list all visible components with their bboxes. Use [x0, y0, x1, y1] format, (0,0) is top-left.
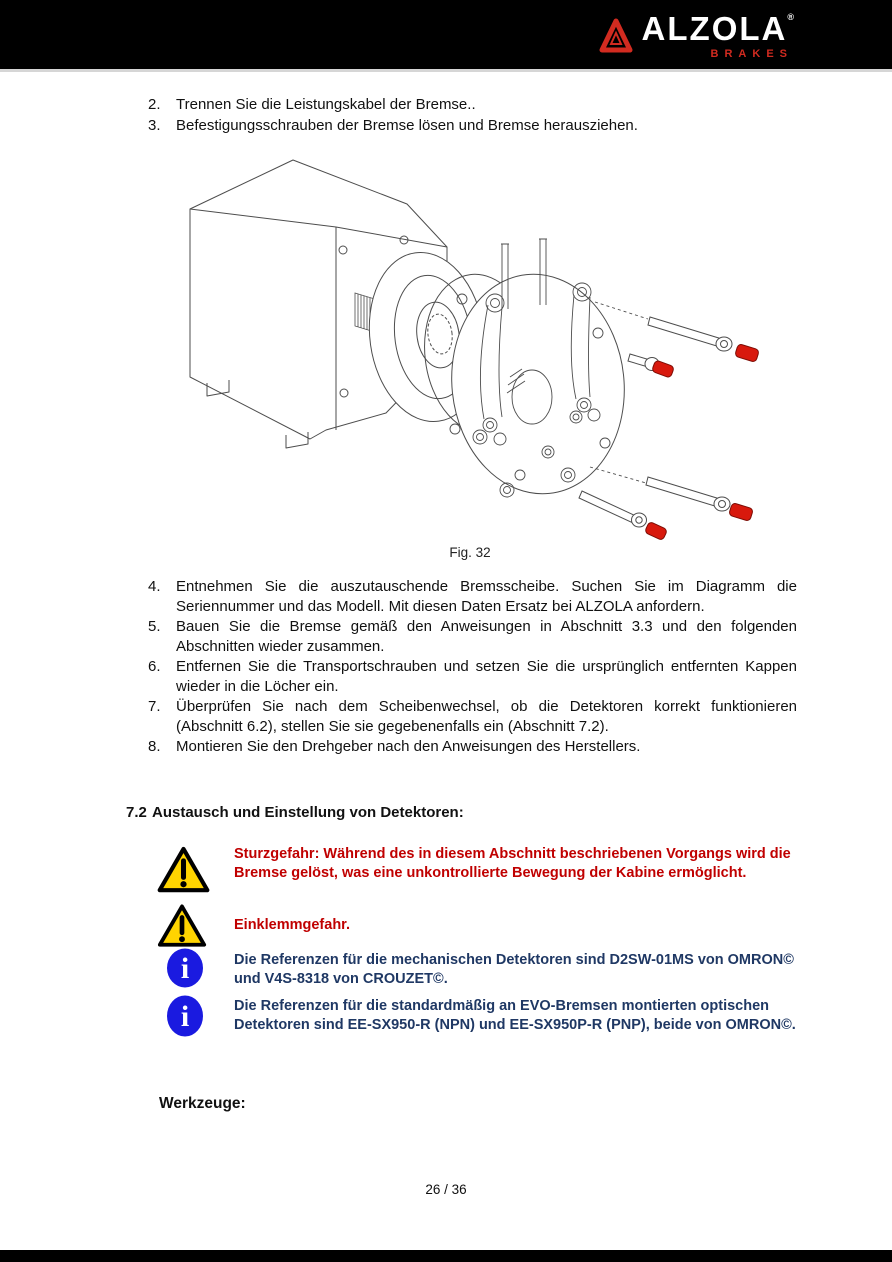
- registered-mark: ®: [787, 12, 794, 22]
- section-heading: [126, 804, 464, 821]
- list-item-number: 5.: [148, 618, 161, 635]
- section-title: Austausch und Einstellung von Detektoren:: [152, 804, 464, 821]
- info-icon: [156, 995, 234, 1042]
- info-notice: [156, 948, 812, 993]
- warning-triangle-icon: [156, 845, 234, 900]
- figure-caption: Fig. 32: [449, 545, 491, 560]
- section-number: 7.2: [126, 804, 147, 821]
- warning-text: Sturzgefahr: Während des in diesem Abschnitt beschriebenen Vorgangs wird die Bremse gelöst, was eine unkontrollierte Bewegung der Kabine ermöglicht.: [234, 846, 791, 882]
- list-item: [148, 577, 797, 617]
- red-screw-heads: [644, 344, 759, 541]
- tools-label: Werkzeuge:: [159, 1095, 246, 1112]
- list-item-number: 8.: [148, 738, 161, 755]
- brand-subtitle: BRAKES: [710, 48, 793, 60]
- list-item-text: Bauen Sie die Bremse gemäß den Anweisungen in Abschnitt 3.3 und den folgenden Abschnitten wieder zusammen.: [176, 618, 797, 655]
- info-text: Die Referenzen für die mechanischen Detektoren sind D2SW-01MS von OMRON© und V4S-8318 von CROUZET©.: [234, 952, 794, 988]
- info-icon: [156, 948, 234, 993]
- list-item-number: 7.: [148, 698, 161, 715]
- alzola-triangle-icon: [598, 16, 634, 56]
- alzola-logo: [598, 12, 794, 60]
- logo-text-block: [642, 12, 794, 60]
- info-notice: [156, 995, 812, 1042]
- list-item-number: 3.: [148, 117, 161, 134]
- steps-list-bottom: [148, 577, 797, 757]
- footer-bar: [0, 1250, 892, 1262]
- page-number: 26 / 36: [425, 1182, 467, 1197]
- list-item-text: Überprüfen Sie nach dem Scheibenwechsel, ob die Detektoren korrekt funktionieren (Abschnitt 6.2), stellen Sie sie gegebenenfalls ein (Abschnitt 7.2).: [176, 698, 797, 735]
- warning-triangle-icon: [156, 903, 234, 954]
- list-item: [148, 94, 798, 115]
- brake-assembly-drawing: [150, 147, 770, 547]
- exploded-view-figure: [150, 147, 770, 547]
- warning-notice: [156, 845, 812, 900]
- list-item-text: Entfernen Sie die Transportschrauben und setzen Sie die ursprünglich entfernten Kappen wieder in die Löcher ein.: [176, 658, 797, 695]
- svg-text:i: i: [180, 1000, 190, 1033]
- list-item-number: 4.: [148, 578, 161, 595]
- warning-notice: [156, 903, 812, 954]
- warning-text: Einklemmgefahr.: [234, 917, 351, 933]
- steps-list-top: [148, 94, 798, 136]
- list-item-text: Montieren Sie den Drehgeber nach den Anweisungen des Herstellers.: [176, 738, 641, 755]
- list-item-text: Befestigungsschrauben der Bremse lösen und Bremse herausziehen.: [176, 117, 638, 134]
- list-item: [148, 617, 797, 657]
- list-item-text: Entnehmen Sie die auszutauschende Bremsscheibe. Suchen Sie im Diagramm die Seriennummer und das Modell. Mit diesen Daten Ersatz bei ALZOLA anfordern.: [176, 578, 797, 615]
- svg-text:i: i: [180, 952, 190, 985]
- brand-name: ALZOLA®: [641, 10, 794, 47]
- list-item: [148, 657, 797, 697]
- list-item: [148, 697, 797, 737]
- list-item-number: 2.: [148, 96, 161, 113]
- list-item-text: Trennen Sie die Leistungskabel der Bremse..: [176, 96, 476, 113]
- info-text: Die Referenzen für die standardmäßig an EVO-Bremsen montierten optischen Detektoren sind EE-SX950-R (NPN) und EE-SX950P-R (PNP), beide von OMRON©.: [234, 998, 796, 1034]
- list-item: [148, 737, 797, 757]
- list-item-number: 6.: [148, 658, 161, 675]
- header-bar: [0, 0, 892, 72]
- list-item: [148, 115, 798, 136]
